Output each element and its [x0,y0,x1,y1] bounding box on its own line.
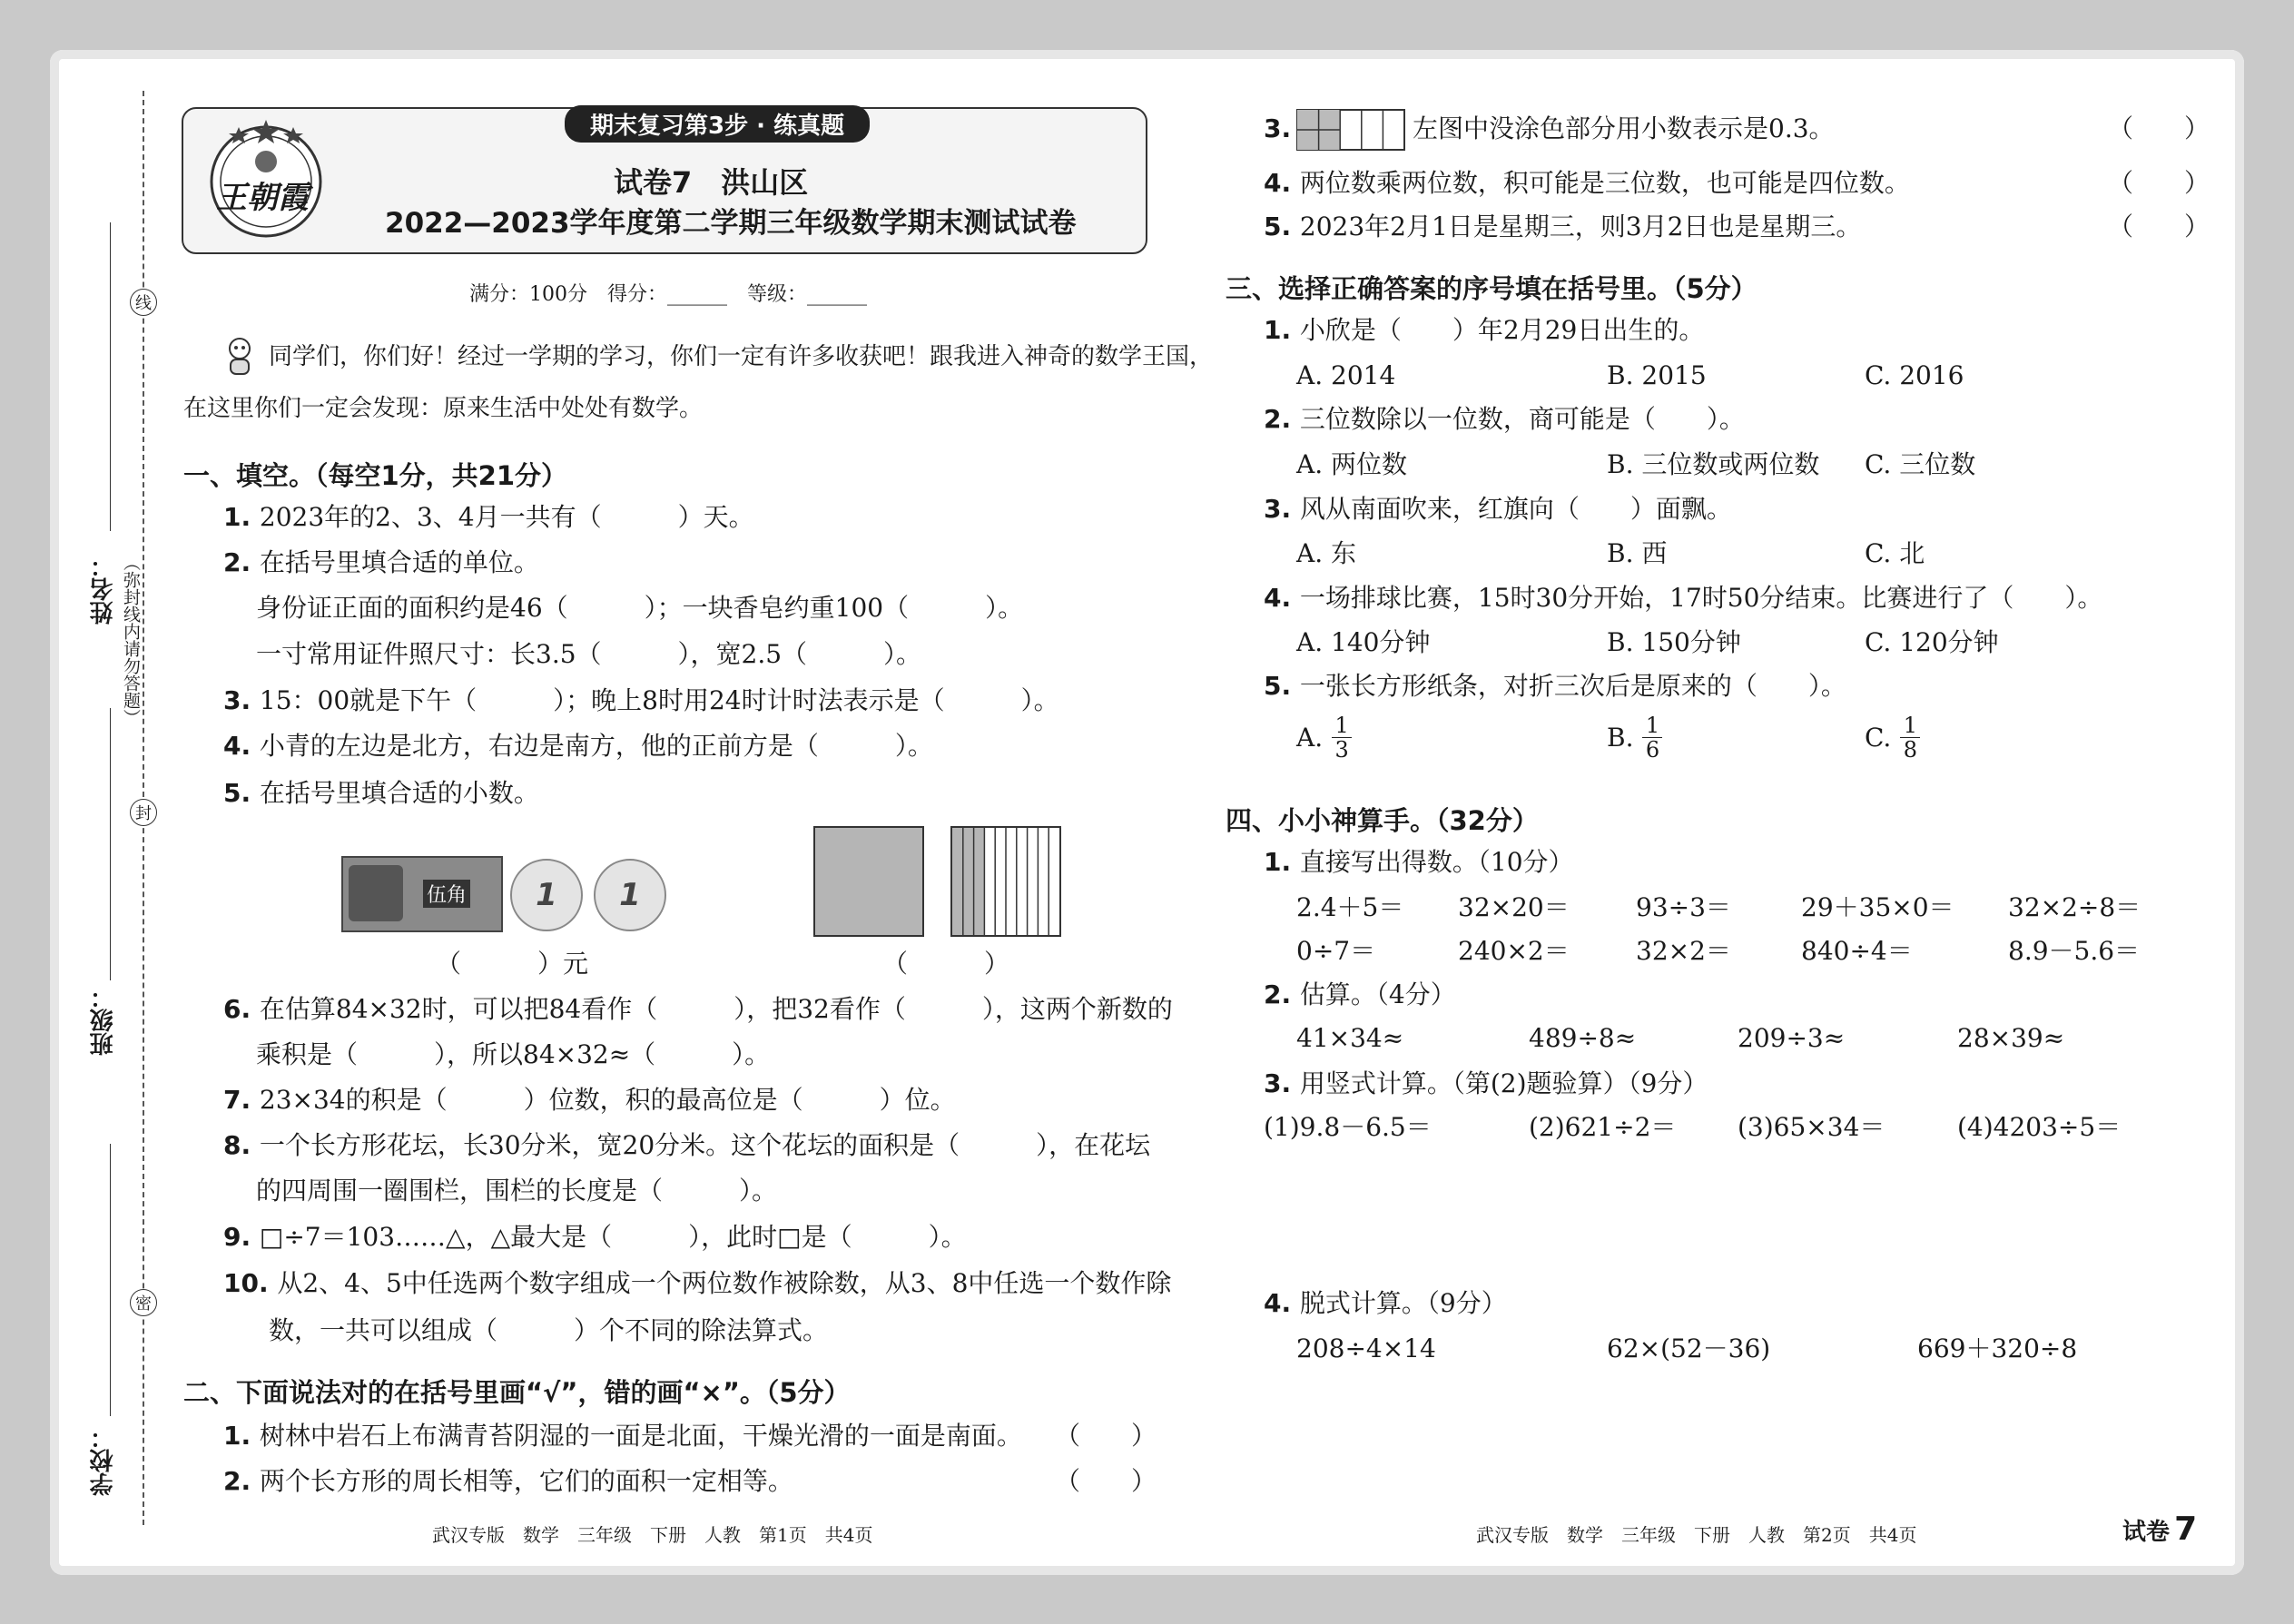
banknote-portrait [349,865,403,921]
paper-subtitle: 2022—2023学年度第二学期三年级数学期末测试试卷 [385,207,1077,240]
section-2-title: 二、下面说法对的在括号里画“√”，错的画“×”。（5分） [183,1377,851,1408]
s4-q4: 4. 脱式计算。（9分） [1264,1288,1507,1318]
section-3-title: 三、选择正确答案的序号填在括号里。（5分） [1226,273,1757,304]
binding-margin [86,82,168,1534]
score-line: 满分：100分 得分：______ 等级：______ [469,283,867,306]
s1-q6a: 6. 在估算84×32时，可以把84看作（ ），把32看作（ ），这两个新数的 [223,994,1173,1024]
s1-q5: 5. 在括号里填合适的小数。 [223,778,539,808]
calc-1-3: 93÷3＝ [1636,892,1731,922]
s3-q2-opt-b[interactable]: B. 三位数或两位数 [1607,449,1820,479]
vert-2: (2)621÷2＝ [1529,1112,1677,1142]
s2-q3: 左图中没涂色部分用小数表示是0.3。 [1413,113,1835,143]
name-field-line[interactable] [110,222,111,531]
name-label: 姓名： [90,554,117,625]
calc-1-5: 32×2÷8＝ [2008,892,2141,922]
review-step-pill: 期末复习第3步 · 练真题 [565,105,870,143]
class-field-line[interactable] [110,708,111,980]
s1-q6b: 乘积是（ ），所以84×32≈（ ）。 [256,1039,771,1069]
s3-q2-opt-c[interactable]: C. 三位数 [1865,449,1976,479]
s3-q5-opt-c[interactable]: C. $\frac{1}{8}$ [1865,714,1920,762]
s2-q1-paren[interactable]: （ ） [1055,1421,1157,1451]
s3-q4-opt-b[interactable]: B. 150分钟 [1607,627,1741,657]
shaded-square [813,826,924,937]
banknote-label: 伍角 [423,880,470,908]
calc-1-2: 32×20＝ [1458,892,1570,922]
calc-2-1: 0÷7＝ [1296,936,1376,966]
step-3: 669＋320÷8 [1917,1334,2078,1363]
s2-q4: 4. 两位数乘两位数，积可能是三位数，也可能是四位数。 [1264,168,1910,198]
coin-2 [594,859,666,931]
strip-square [950,826,1061,937]
calc-2-4: 840÷4＝ [1801,936,1913,966]
s4-q3: 3. 用竖式计算。（第(2)题验算）（9分） [1264,1068,1708,1098]
s2-q5: 5. 2023年2月1日是星期三，则3月2日也是星期三。 [1264,212,1862,241]
s1-q9: 9. □÷7＝103……△，△最大是（ ），此时□是（ ）。 [223,1222,967,1252]
school-label: 学校： [90,1425,117,1496]
binding-seal-mark: 封 [130,799,157,826]
s2-q4-paren[interactable]: （ ） [2108,168,2210,198]
s3-q1-opt-a[interactable]: A. 2014 [1296,360,1396,390]
square-answer-blank[interactable]: （ ） [882,949,1010,979]
s3-q2: 2. 三位数除以一位数，商可能是（ ）。 [1264,404,1745,434]
s3-q2-opt-a[interactable]: A. 两位数 [1296,449,1408,479]
s1-q10a: 10. 从2、4、5中任选两个数字组成一个两位数作被除数，从3、8中任选一个数作除 [223,1268,1172,1298]
s1-q2b: 一寸常用证件照尺寸：长3.5（ ），宽2.5（ ）。 [256,639,922,669]
coin-1 [510,859,583,931]
est-2: 489÷8≈ [1529,1023,1637,1053]
s2-q1: 1. 树林中岩石上布满青苔阴湿的一面是北面，干燥光滑的一面是南面。 [223,1421,1022,1451]
s1-q4: 4. 小青的左边是北方，右边是南方，他的正前方是（ ）。 [223,731,933,761]
s3-q4-opt-a[interactable]: A. 140分钟 [1296,627,1431,657]
vert-3: (3)65×34＝ [1738,1112,1885,1142]
paper-tag: 试卷 7 [2122,1511,2198,1548]
binding-line-mark: 线 [130,289,157,316]
s1-q3: 3. 15：00就是下午（ ）；晚上8时用24时计时法表示是（ ）。 [223,685,1059,715]
s2-q3-paren[interactable]: （ ） [2108,113,2210,143]
intro-line-2: 在这里你们一定会发现：原来生活中处处有数学。 [183,395,704,422]
paper-title: 试卷7 洪山区 [614,165,809,200]
vert-4: (4)4203÷5＝ [1957,1112,2122,1142]
s1-q2a: 身份证正面的面积约是46（ ）；一块香皂约重100（ ）。 [256,593,1024,623]
class-label: 班级： [90,985,117,1056]
section-1-title: 一、填空。（每空1分，共21分） [183,460,568,491]
s1-q8b: 的四周围一圈围栏，围栏的长度是（ ）。 [256,1176,778,1206]
s2-q2-paren[interactable]: （ ） [1055,1466,1157,1496]
mascot-icon [223,336,256,378]
calc-1-1: 2.4＋5＝ [1296,892,1404,922]
intro-line-1: 同学们，你们好！经过一学期的学习，你们一定有许多收获吧！跟我进入神奇的数学王国， [269,343,1214,370]
s1-q10b: 数，一共可以组成（ ）个不同的除法算式。 [269,1315,829,1345]
s3-q4: 4. 一场排球比赛，15时30分开始，17时50分结束。比赛进行了（ ）。 [1264,583,2103,613]
school-field-line[interactable] [110,1144,111,1416]
s3-q5: 5. 一张长方形纸条，对折三次后是原来的（ ）。 [1264,671,1846,701]
calc-2-5: 8.9－5.6＝ [2008,936,2141,966]
est-1: 41×34≈ [1296,1023,1404,1053]
s4-q1: 1. 直接写出得数。（10分） [1264,847,1574,877]
s3-q1-opt-b[interactable]: B. 2015 [1607,360,1707,390]
publisher-logo [198,116,334,243]
section-4-title: 四、小小神算手。（32分） [1226,805,1539,836]
s3-q1: 1. 小欣是（ ）年2月29日出生的。 [1264,315,1705,345]
binding-note: （弥封线内请勿答题） [121,554,141,726]
s1-q1: 1. 2023年的2、3、4月一共有（ ）天。 [223,502,754,532]
decimal-grid-icon [1296,109,1405,151]
s1-q2: 2. 在括号里填合适的单位。 [223,547,539,577]
s2-q3-number: 3. [1264,113,1292,143]
s3-q5-opt-a[interactable]: A. $\frac{1}{3}$ [1296,714,1352,762]
s3-q5-opt-b[interactable]: B. $\frac{1}{6}$ [1607,714,1662,762]
s3-q3: 3. 风从南面吹来，红旗向（ ）面飘。 [1264,494,1732,524]
s1-q8a: 8. 一个长方形花坛，长30分米，宽20分米。这个花坛的面积是（ ），在花坛 [223,1130,1151,1160]
tenths-grid-icon [952,828,1059,935]
calc-2-3: 32×2＝ [1636,936,1731,966]
s3-q3-opt-c[interactable]: C. 北 [1865,538,1925,568]
coin-1-value: 1 [536,877,557,913]
step-1: 208÷4×14 [1296,1334,1436,1363]
s2-q5-paren[interactable]: （ ） [2108,212,2210,241]
s4-q2: 2. 估算。（4分） [1264,979,1456,1009]
s1-q7: 7. 23×34的积是（ ）位数，积的最高位是（ ）位。 [223,1085,956,1115]
s2-q2: 2. 两个长方形的周长相等，它们的面积一定相等。 [223,1466,793,1496]
logo-text: 王朝霞 [216,180,309,216]
footer-left: 武汉专版 数学 三年级 下册 人教 第1页 共4页 [432,1524,873,1546]
s3-q3-opt-a[interactable]: A. 东 [1296,538,1357,568]
est-4: 28×39≈ [1957,1023,2065,1053]
vert-1: (1)9.8－6.5＝ [1264,1112,1432,1142]
calc-2-2: 240×2＝ [1458,936,1570,966]
calc-1-4: 29＋35×0＝ [1801,892,1954,922]
footer-right: 武汉专版 数学 三年级 下册 人教 第2页 共4页 [1476,1524,1917,1546]
s3-q3-opt-b[interactable]: B. 西 [1607,538,1668,568]
s3-q1-opt-c[interactable]: C. 2016 [1865,360,1964,390]
coin-2-value: 1 [619,877,641,913]
est-3: 209÷3≈ [1738,1023,1846,1053]
binding-secret-mark: 密 [130,1289,157,1316]
s2-q3-grid [1296,109,1405,154]
step-2: 62×(52－36) [1607,1334,1771,1363]
money-answer-blank[interactable]: （ ）元 [436,949,589,979]
s3-q4-opt-c[interactable]: C. 120分钟 [1865,627,1999,657]
banknote-image [341,856,503,932]
